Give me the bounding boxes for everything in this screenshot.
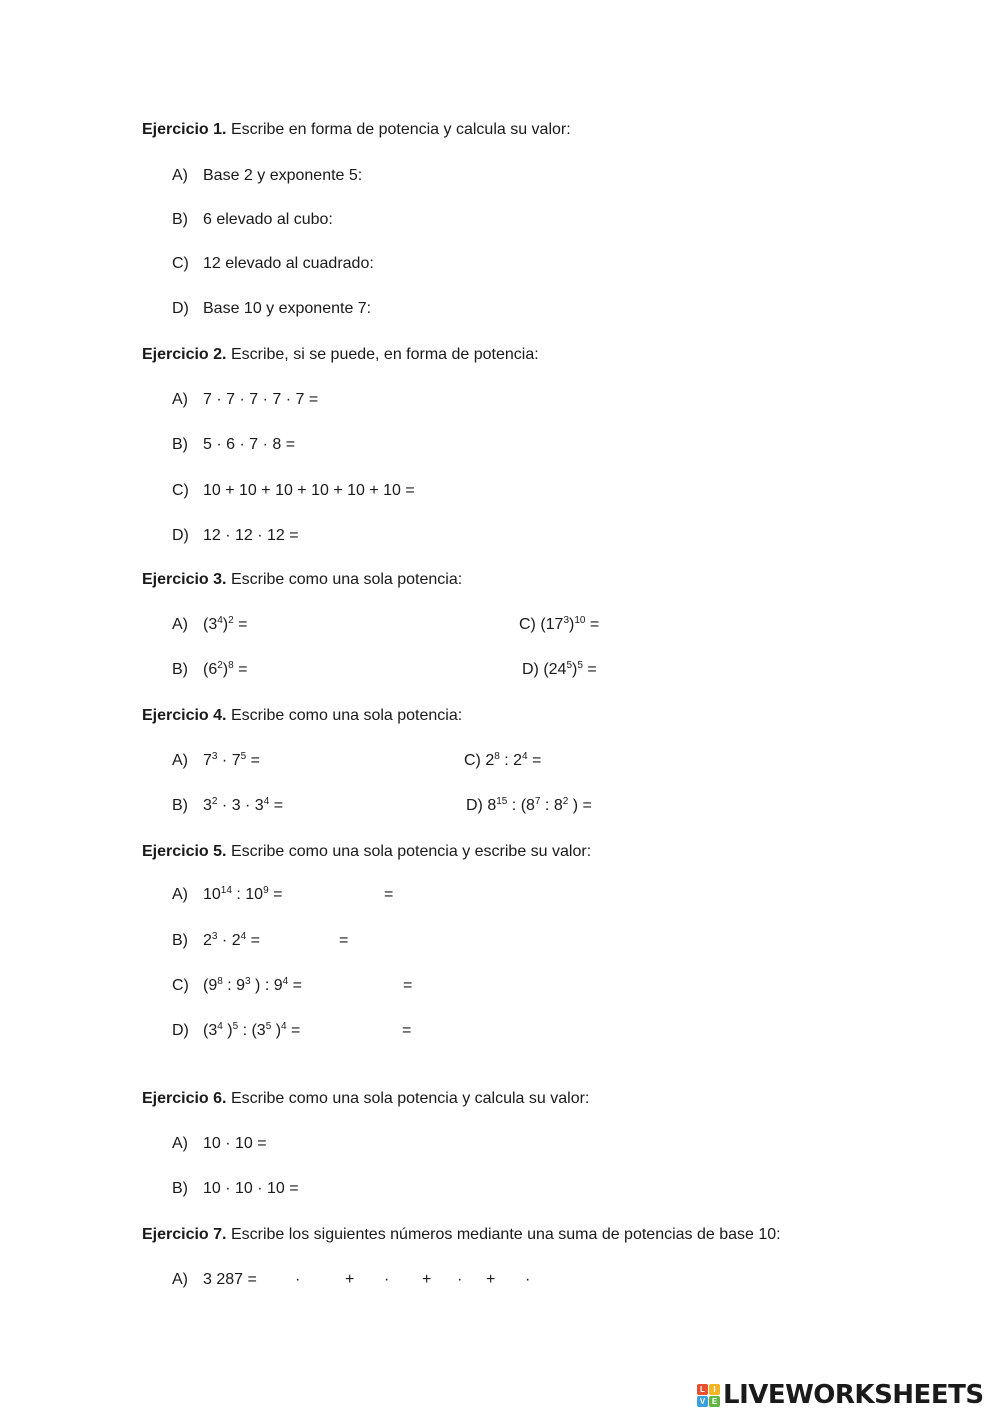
exercise-5-item-b: $2^3 \cdot 2^4$ = [203,931,260,949]
exercise-5-instruction: Escribe como una sola potencia y escribe su valor: [230,843,592,860]
exercise-1-item-c: 12 elevado al cuadrado: [203,255,374,272]
blank-dot: · [384,1271,390,1288]
exercise-7-heading [142,1225,781,1245]
exercise-1-instruction: Escribe en forma de potencia y calcula su valor: [230,121,571,138]
item-label: A) [172,167,188,184]
exercise-3-item-a: $(3^4)^2$ = [203,615,248,633]
exercise-3-item-c: C) $(17^3)^{10}$ = [519,615,600,633]
exercise-4-instruction: Escribe como una sola potencia: [230,707,463,724]
exercise-1-title: Ejercicio 1. [142,121,227,138]
item-label: B) [172,211,188,228]
exercise-6-instruction: Escribe como una sola potencia y calcula su valor: [230,1090,590,1107]
exercise-2-item-a: 7 · 7 · 7 · 7 · 7 = [203,391,319,408]
item-label: B) [172,661,188,678]
exercise-5-heading [142,842,591,862]
item-label: A) [172,752,188,769]
logo-letter: L [697,1384,708,1395]
item-label: A) [172,616,188,633]
logo-text: LIVEWORKSHEETS [723,1380,984,1410]
exercise-2-title: Ejercicio 2. [142,346,227,363]
item-label: B) [172,932,188,949]
exercise-7-item-a: 3 287 = [203,1271,257,1288]
exercise-5-item-b-result-equals: = [339,932,349,949]
exercise-2-item-d: 12 · 12 · 12 = [203,527,299,544]
exercise-6-title: Ejercicio 6. [142,1090,227,1107]
logo-letter: E [709,1396,720,1407]
exercise-5-item-d: ($3^4$ )$^5$ : ($3^5$ )$^4$ = [203,1021,301,1039]
exercise-6-item-b: 10 · 10 · 10 = [203,1180,299,1197]
exercise-1-heading [142,120,571,140]
item-label: D) [172,300,189,317]
exercise-2-heading [142,345,539,365]
exercise-4-item-c: C) $2^8$ : $2^4$ = [464,751,542,769]
blank-dot: · [457,1271,463,1288]
exercise-5-item-a: $10^{14}$ : $10^9$ = [203,885,283,903]
item-label: C) [172,255,189,272]
blank-dot: · [295,1271,301,1288]
exercise-2-item-b: 5 · 6 · 7 · 8 = [203,436,296,453]
exercise-4-item-b: $3^2 \cdot 3 \cdot 3^4$ = [203,796,284,814]
item-label: A) [172,391,188,408]
exercise-7-title: Ejercicio 7. [142,1226,227,1243]
exercise-3-heading [142,570,462,590]
exercise-4-item-d: D) $8^{15}$ : ($8^7$ : $8^2$ ) = [466,796,592,814]
exercise-5-title: Ejercicio 5. [142,843,227,860]
exercise-5-item-c-result-equals: = [403,977,413,994]
exercise-2-item-c: 10 + 10 + 10 + 10 + 10 + 10 = [203,482,415,499]
logo-mark-icon [697,1384,720,1407]
exercise-6-heading [142,1089,589,1109]
exercise-3-item-b: $(6^2)^8$ = [203,660,248,678]
exercise-3-item-d: D) $(24^5)^5$ = [522,660,597,678]
item-label: D) [172,527,189,544]
exercise-6-item-a: 10 · 10 = [203,1135,267,1152]
exercise-2-instruction: Escribe, si se puede, en forma de potencia: [230,346,539,363]
exercise-3-title: Ejercicio 3. [142,571,227,588]
logo-letter: V [697,1396,708,1407]
blank-plus: + [345,1271,355,1288]
item-label: B) [172,797,188,814]
item-label: A) [172,886,188,903]
exercise-1-item-a: Base 2 y exponente 5: [203,167,363,184]
item-label: B) [172,436,188,453]
item-label: D) [172,1022,189,1039]
exercise-4-title: Ejercicio 4. [142,707,227,724]
blank-plus: + [422,1271,432,1288]
exercise-5-item-a-result-equals: = [384,886,394,903]
exercise-4-item-a: $7^3 \cdot 7^5$ = [203,751,260,769]
blank-plus: + [486,1271,496,1288]
item-label: C) [172,482,189,499]
exercise-5-item-d-result-equals: = [402,1022,412,1039]
item-label: C) [172,977,189,994]
item-label: B) [172,1180,188,1197]
exercise-1-item-b: 6 elevado al cubo: [203,211,333,228]
exercise-4-heading [142,706,462,726]
item-label: A) [172,1135,188,1152]
exercise-5-item-c: ($9^8$ : $9^3$ ) : $9^4$ = [203,976,302,994]
logo-letter: I [709,1384,720,1395]
exercise-7-instruction: Escribe los siguientes números mediante una suma de potencias de base 10: [230,1226,781,1243]
item-label: A) [172,1271,188,1288]
exercise-3-instruction: Escribe como una sola potencia: [230,571,463,588]
liveworksheets-logo [697,1378,984,1412]
exercise-1-item-d: Base 10 y exponente 7: [203,300,372,317]
blank-dot: · [525,1271,531,1288]
